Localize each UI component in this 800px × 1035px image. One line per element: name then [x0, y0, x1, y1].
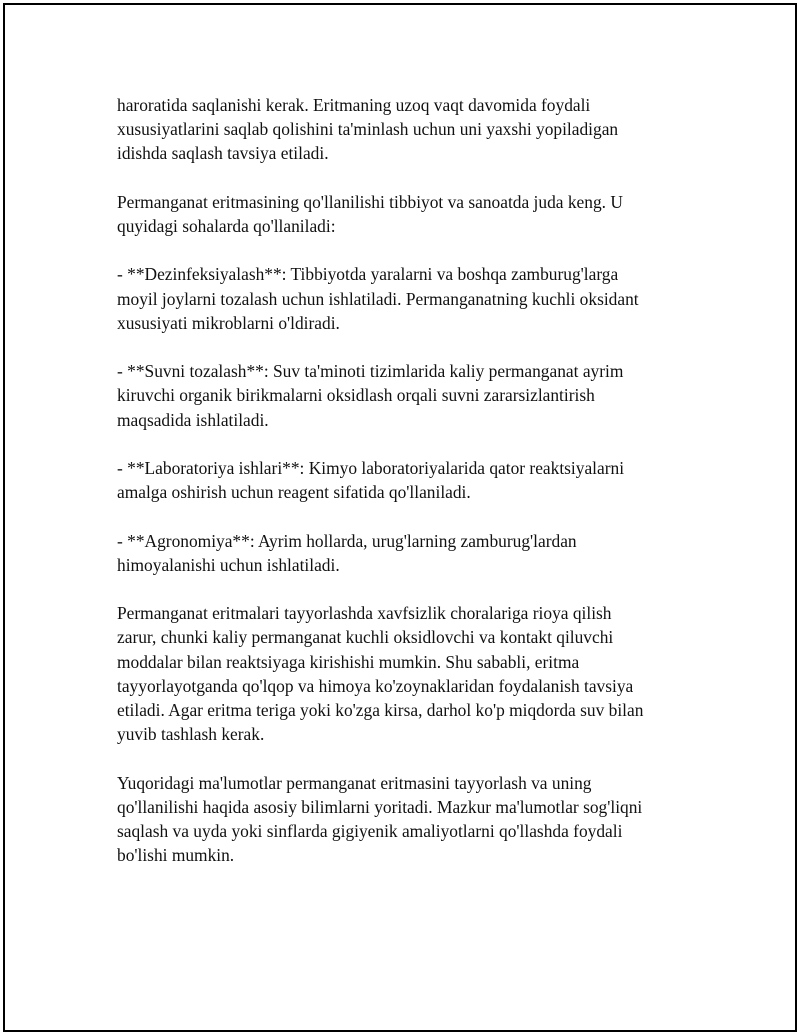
- paragraph-conclusion: Yuqoridagi ma'lumotlar permanganat eritmasini tayyorlash va uning qo'llanilishi haqida asosiy bilimlarni yoritadi. Mazkur ma'lumotlar sog'liqni saqlash va uyda yoki sinflarda gigiyenik amaliyotlarni qo'llashda foydali bo'lishi mumkin.: [117, 772, 643, 866]
- list-item-agronomy: - **Agronomiya**: Ayrim hollarda, urug'larning zamburug'lardan himoyalanishi uchun ishlatiladi.: [117, 530, 577, 575]
- paragraph-safety: Permanganat eritmalari tayyorlashda xavfsizlik choralariga rioya qilish zarur, chunki kaliy permanganat kuchli oksidlovchi va kontakt qiluvchi moddalar bilan reaktsiyaga kirishishi mumkin. Shu sababli, eritma tayyorlayotganda qo'lqop va himoya ko'zoynaklaridan foydalanish tavsiya etiladi. Agar eritma teriga yoki ko'zga kirsa, darhol ko'p miqdorda suv bilan yuvib tashlash kerak.: [117, 603, 644, 745]
- list-item-disinfection: - **Dezinfeksiyalash**: Tibbiyotda yaralarni va boshqa zamburug'larga moyil joylarni tozalash uchun ishlatiladi. Permanganatning kuchli oksidant xususiyati mikroblarni o'ldiradi.: [117, 264, 639, 333]
- paragraph-storage: haroratida saqlanishi kerak. Eritmaning uzoq vaqt davomida foydali xususiyatlarini saqlab qolishini ta'minlash uchun uni yaxshi yopiladigan idishda saqlash tavsiya etiladi.: [117, 95, 619, 164]
- paragraph-usage-intro: Permanganat eritmasining qo'llanilishi tibbiyot va sanoatda juda keng. U quyidagi sohalarda qo'llaniladi:: [117, 191, 623, 236]
- list-item-water-purification: - **Suvni tozalash**: Suv ta'minoti tizimlarida kaliy permanganat ayrim kiruvchi organik birikmalarni oksidlash orqali suvni zararsizlantirish maqsadida ishlatiladi.: [117, 361, 624, 430]
- list-item-laboratory: - **Laboratoriya ishlari**: Kimyo laboratoriyalarida qator reaktsiyalarni amalga oshirish uchun reagent sifatida qo'llaniladi.: [117, 457, 625, 503]
- document-body: [117, 93, 687, 892]
